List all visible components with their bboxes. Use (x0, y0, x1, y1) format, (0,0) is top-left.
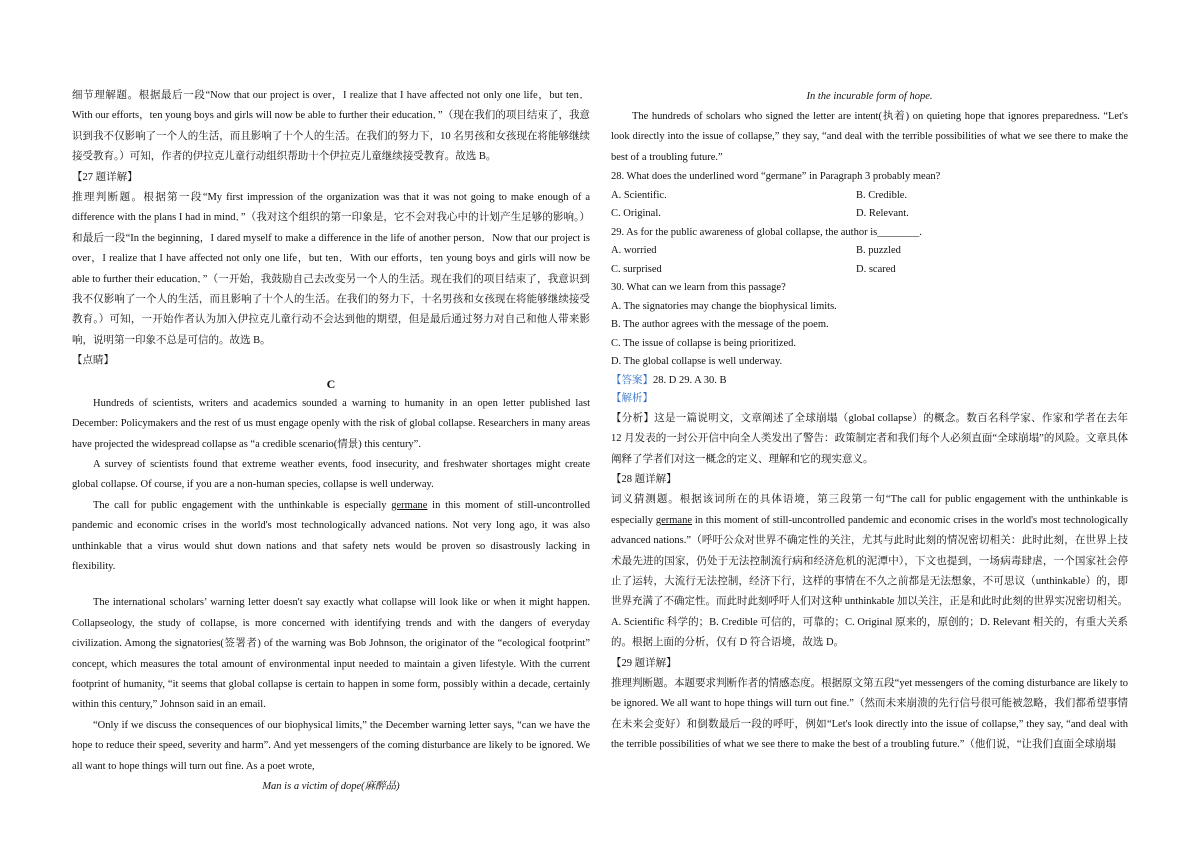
option-b: B. Credible. (856, 189, 908, 201)
passage-paragraph-6: The hundreds of scholars who signed the letter are intent(执着) on quieting hope that ignores preparedness. “Let's look directly into the issue of collapse,” they say, “and deal with the terrible possibilities of what we see there to make the best of a troubling future.” (611, 111, 1128, 163)
answer-line (611, 372, 1128, 391)
answer-values: 28. D 29. A 30. B (653, 374, 727, 386)
explanation-28-text (611, 490, 1128, 653)
germane-underlined-word: germane (655, 514, 692, 526)
passage-paragraph-5: “Only if we discuss the consequences of our biophysical limits,” the December warning letter says, “can we have the hope to reduce their speed, severity and harm”. And yet messengers of the coming disturbance are likely to be ignored. We all want to hope things will turn out fine. As a poet wrote, (72, 719, 590, 772)
q27-detail-heading: 【27 题详解】 (72, 171, 138, 183)
explanation-29-text: 推理判断题。本题要求判断作者的情感态度。根据原文第五段“yet messengers of the coming disturbance are likely to be ignored. We all want to hope things will turn out fine.”（然而未来崩溃的先行信号很可能被忽略，我们都希望事情在未来会变好）和倒数最后一段的呼吁，例如“Let's look directly into the issue of collapse,” they say, “and deal with the terrible possibilities of what we see there to make the best of a troubling future.”（他们说，“让我们直面全球崩塌 (611, 678, 1128, 751)
dianjing-heading: 【点睛】 (72, 355, 114, 367)
question-29-options (611, 242, 1128, 279)
option-b: B. puzzled (856, 245, 901, 257)
para3-end: in this moment of still-uncontrolled pandemic and economic crises in the world's most technologically advanced nations. Not very long ago, it was also unthinkable that a virus would shut down nations and that safety nets would be proven so disastrously lacking in flexibility. (72, 499, 590, 572)
passage-paragraph-4: The international scholars’ warning letter doesn't say exactly what collapse will look like or when it might happen. Collapseology, the study of collapse, is more concerned with identifying trends and with the dangers of everyday civilization. Among the signatories(签署者) of the warning was Bob Johnson, the originator of the “ecological footprint” concept, which measures the total amount of environmental input needed to maintain a given lifestyle. With the current footprint of humanity, “it seems that global collapse is certain to happen in some form, possibly within a decade, certainly within this century,” Johnson said in an email. (72, 597, 590, 711)
passage-paragraph-2: A survey of scientists found that extreme weather events, food insecurity, and freshwater shortages might create global collapse. Of course, if you are a non-human species, collapse is well underway. (72, 458, 590, 491)
option-c: C. The issue of collapse is being prioritized. (611, 337, 796, 349)
analysis-text: 【分析】这是一篇说明文，文章阐述了全球崩塌（global collapse）的概念。数百名科学家、作家和学者在去年 12 月发表的一封公开信中向全人类发出了警告：政策制定者和我们每个人必须直面“全球崩塌”的风险。文章具体阐释了学者们对这一概念的定义、理解和它的现实意义。 (611, 412, 1128, 465)
explanation-27-text: 推理判断题。根据第一段“My first impression of the organization was that it was not going to make enough of a difference with the plans I had in mind．”（我对这个组织的第一印象是，它不会对我心中的计划产生足够的影响。）和最后一段“In the beginning，I dared myself to make a difference in the life of another person．Now that our project is over，I realize that I have affected not only one life，but ten．With our efforts，ten young boys and girls will now be able to further their education．”（一开始，我鼓励自己去改变另一个人的生活。现在我们的项目结束了，我意识到我不仅影响了一个人的生活，而且影响了十个人的生活。在我们的努力下，十名男孩和女孩现在将能够继续接受教育。）可知，一开始作者认为加入伊拉克儿童行动不会达到他的期望，但是最后通过努力对自己和他人带来影响，说明第一印象不总是可信的。故选 B。 (72, 192, 590, 346)
option-a: A. Scientific. (611, 189, 667, 201)
exp28-end: in this moment of still-uncontrolled pandemic and economic crises in the world's most technologically advanced nations.”（呼吁公众对世界不确定性的关注，尤其与此时此刻的情况密切相关：此时此刻，在世界上技术最先进的国家，仍处于无法控制流行病和经济危机的泥潭中），下文也提到，一场病毒肆虐，一个国家社会停止了运转，大流行无法控制，经济下行，这样的事情在不久之前都是无法想象，不可思议（unthinkable）的，即世界充满了不确定性。而此时此刻呼吁人们对这种 unthinkable 加以关注，正是和此时此刻的世界实况密切相关。A. Scientific 科学的；B. Credible 可信的，可靠的；C. Original 原来的，原创的；D. Relevant 相关的，有重大关系的。根据上面的分析，仅有 D 符合语境，故选 D。 (611, 514, 1128, 649)
option-d: D. The global collapse is well underway. (611, 356, 783, 368)
section-title: C (326, 376, 336, 391)
right-column (611, 86, 1128, 756)
poem-line-2: In the incurable form of hope. (806, 91, 933, 102)
passage-paragraph-3 (72, 496, 590, 578)
option-b: B. The author agrees with the message of the poem. (611, 319, 829, 331)
exp28-start: 词义猜测题。根据该词所在的具体语境，第三段第一句“The call for public engagement with the unthinkable is especially (611, 494, 1128, 526)
question-28: 28. What does the underlined word “germane” in Paragraph 3 probably mean? (611, 171, 941, 183)
analysis-label: 【解析】 (611, 393, 653, 405)
q29-detail-heading: 【29 题详解】 (611, 657, 677, 669)
explanation-26-text: 细节理解题。根据最后一段“Now that our project is over，I realize that I have affected not only one life，but ten．With our efforts，ten young boys and girls will now be able to further their education．”（现在我们的项目结束了，我意识到我不仅影响了一个人的生活，而且影响了十个人的生活。在我们的努力下，10 名男孩和女孩现在将能够继续接受教育。）可知，作者的伊拉克儿童行动组织帮助十个伊拉克儿童继续接受教育。故选 B。 (72, 90, 590, 163)
question-28-options (611, 187, 1128, 224)
option-c: C. Original. (611, 208, 661, 220)
option-a: A. The signatories may change the biophysical limits. (611, 300, 837, 312)
option-c: C. surprised (611, 263, 662, 275)
left-column (72, 86, 590, 797)
para3-start: The call for public engagement with the unthinkable is especially (93, 499, 392, 511)
blank-line (72, 577, 590, 593)
question-30: 30. What can we learn from this passage? (611, 282, 786, 294)
option-d: D. scared (856, 263, 896, 275)
poem-line-1: Man is a victim of dope(麻醉品) (262, 781, 400, 792)
q28-detail-heading: 【28 题详解】 (611, 473, 677, 485)
question-29: 29. As for the public awareness of global collapse, the author is________. (611, 226, 922, 238)
option-a: A. worried (611, 245, 657, 257)
option-d: D. Relevant. (856, 208, 909, 220)
germane-underlined-word: germane (391, 499, 428, 511)
passage-paragraph-1: Hundreds of scientists, writers and academics sounded a warning to humanity in an open letter published last December: Policymakers and the rest of us must engage openly with the risk of global collapse. Researchers in many areas have projected the widespread collapse as “a credible scenario(情景) this century”. (72, 397, 590, 450)
answer-label: 【答案】 (611, 374, 653, 386)
